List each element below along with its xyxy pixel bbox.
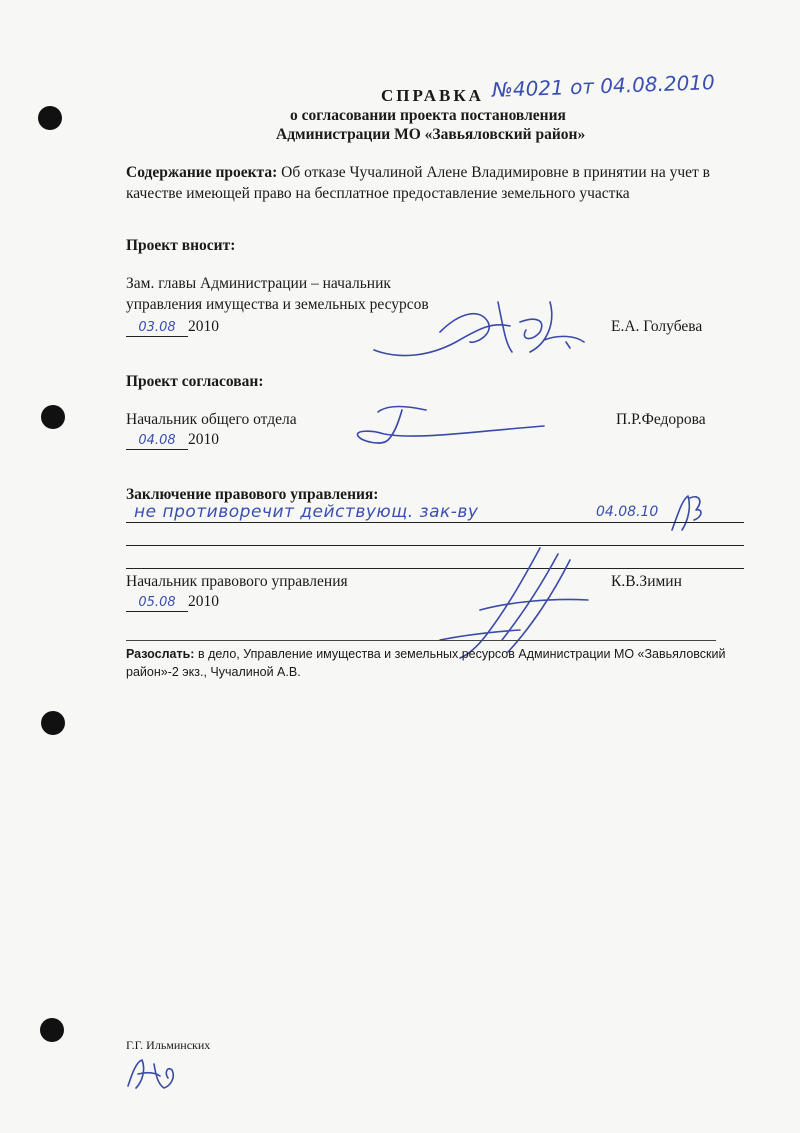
agreed-date (126, 431, 219, 450)
legal-heading: Заключение правового управления: (126, 486, 379, 503)
introduced-position-2: управления имущества и земельных ресурсов (126, 296, 429, 313)
title-line-1: о согласовании проекта постановления (290, 107, 566, 124)
handwritten-reference-number: №4021 от 04.08.2010 (491, 70, 716, 102)
distribution-line-1 (126, 647, 726, 661)
legal-handwritten-conclusion: не противоречит действующ. зак-ву (134, 502, 479, 522)
legal-date-year: 2010 (188, 593, 219, 610)
author-name: Г.Г. Ильминских (126, 1038, 211, 1052)
signature-fedorova (348, 400, 558, 450)
introduced-date (126, 318, 219, 337)
punch-hole (40, 1018, 64, 1042)
project-content-text-2: качестве имеющей право на бесплатное предоставление земельного участка (126, 185, 630, 202)
legal-handwritten-date: 04.08.10 (596, 504, 659, 520)
agreed-date-year: 2010 (188, 431, 219, 448)
separator-line (126, 640, 716, 641)
distribution-text-2: район»-2 экз., Чучалиной А.В. (126, 665, 301, 679)
project-content-text-1: Об отказе Чучалиной Алене Владимировне в принятии на учет в (281, 164, 710, 181)
legal-line-1 (126, 522, 744, 523)
introduced-heading: Проект вносит: (126, 237, 236, 254)
introduced-date-year: 2010 (188, 318, 219, 335)
agreed-date-handwritten: 04.08 (138, 433, 176, 448)
introduced-position-1: Зам. главы Администрации – начальник (126, 275, 391, 292)
distribution-label: Разослать: (126, 647, 195, 661)
punch-hole (41, 711, 65, 735)
project-content-line-1 (126, 164, 710, 182)
signature-author (124, 1056, 184, 1092)
distribution-text-1: в дело, Управление имущества и земельных ресурсов Администрации МО «Завьяловский (197, 647, 726, 661)
project-content-label: Содержание проекта: (126, 164, 278, 181)
agreed-heading: Проект согласован: (126, 373, 264, 390)
introduced-name: Е.А. Голубева (611, 318, 703, 335)
signature-golubeva (370, 282, 590, 372)
punch-hole (41, 405, 65, 429)
punch-hole (38, 106, 62, 130)
agreed-position: Начальник общего отдела (126, 411, 297, 428)
legal-position: Начальник правового управления (126, 573, 348, 590)
signature-legal-initial (668, 490, 708, 535)
title-line-2: Администрации МО «Завьяловский район» (276, 126, 586, 143)
document-title: СПРАВКА (381, 86, 484, 105)
legal-date-handwritten: 05.08 (138, 595, 176, 610)
agreed-name: П.Р.Федорова (616, 411, 706, 428)
legal-name: К.В.Зимин (611, 573, 682, 590)
introduced-date-handwritten: 03.08 (138, 320, 176, 335)
legal-date (126, 593, 219, 612)
